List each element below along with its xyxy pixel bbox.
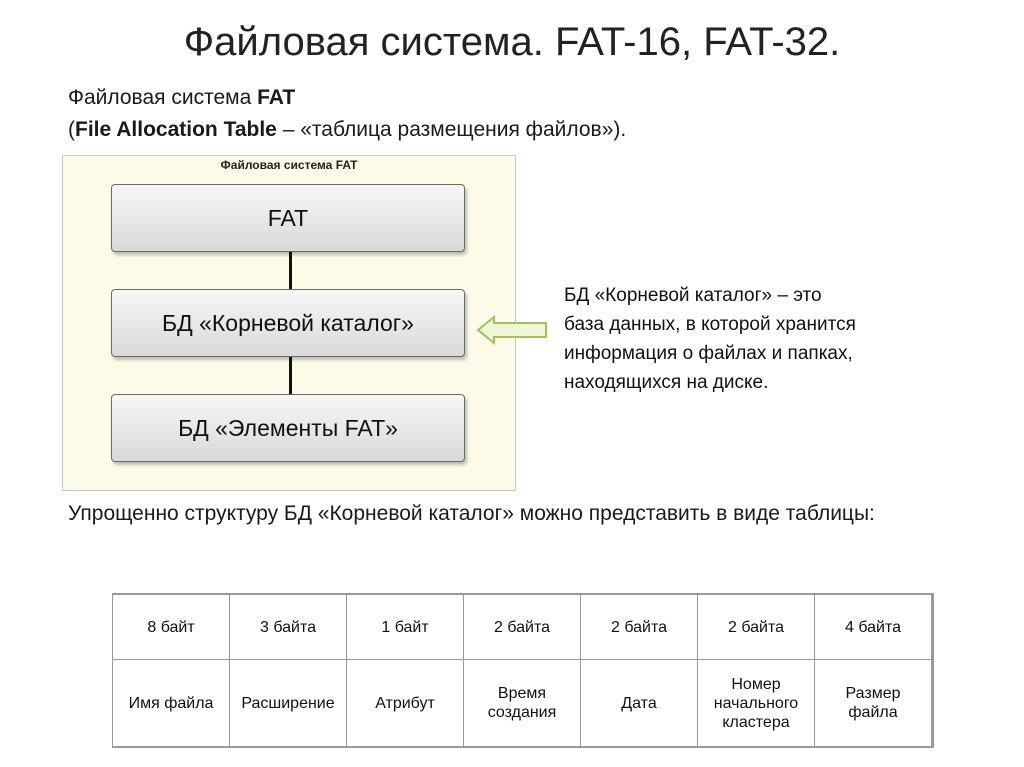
size-cell-text: 2 байта <box>493 618 551 636</box>
root-catalog-table <box>112 593 934 748</box>
table-row-fields <box>113 660 933 748</box>
size-cell-text: 4 байта <box>844 618 902 636</box>
field-cell <box>230 660 347 748</box>
field-cell-text: Время создания <box>487 685 557 721</box>
diagram-block-root-catalog: БД «Корневой каталог» <box>111 289 465 357</box>
size-cell <box>113 594 230 660</box>
size-cell <box>464 594 581 660</box>
root-catalog-note <box>564 281 856 397</box>
size-cell <box>698 594 815 660</box>
field-cell-text: Расширение <box>241 694 335 712</box>
field-cell <box>464 660 581 748</box>
left-arrow-icon <box>476 315 548 345</box>
field-cell <box>113 660 230 748</box>
field-cell-text: Размер файла <box>845 685 901 721</box>
note-line: БД «Корневой каталог» – это <box>564 285 822 306</box>
field-cell-text: Номер начального кластера <box>713 675 799 731</box>
fat-diagram <box>62 155 516 491</box>
size-cell <box>581 594 698 660</box>
diagram-title: Файловая система FAT <box>220 158 358 172</box>
diagram-connector-2 <box>289 357 292 394</box>
intro-line-1-prefix: Файловая система <box>68 86 258 109</box>
size-cell-text: 8 байт <box>147 618 195 636</box>
diagram-connector-1 <box>289 252 292 289</box>
note-line: база данных, в которой хранится <box>564 314 856 335</box>
intro-line-2-rest: – «таблица размещения файлов»). <box>276 118 627 141</box>
size-cell <box>347 594 464 660</box>
intro-line-1-bold: FAT <box>257 86 296 109</box>
field-cell-text: Дата <box>621 694 657 712</box>
size-cell-text: 2 байта <box>610 618 668 636</box>
size-cell-text: 2 байта <box>727 618 785 636</box>
slide-title: Файловая система. FAT-16, FAT-32. <box>183 20 841 64</box>
intro-line-2-open: ( <box>68 118 75 141</box>
field-cell <box>815 660 933 748</box>
table-lead-text: Упрощенно структуру БД «Корневой каталог» можно представить в виде таблицы: <box>68 502 875 525</box>
structure-table <box>112 593 934 748</box>
note-line: находящихся на диске. <box>564 372 769 393</box>
size-cell-text: 3 байта <box>259 618 317 636</box>
table-row-sizes <box>113 594 933 660</box>
intro-line-2 <box>68 114 626 146</box>
field-cell <box>347 660 464 748</box>
field-cell <box>581 660 698 748</box>
diagram-block-fat-elements: БД «Элементы FAT» <box>111 394 465 462</box>
size-cell-text: 1 байт <box>381 618 429 636</box>
intro-text <box>68 82 626 146</box>
field-cell-text: Имя файла <box>128 694 214 712</box>
intro-line-2-bold: File Allocation Table <box>75 118 277 141</box>
field-cell <box>698 660 815 748</box>
field-cell-text: Атрибут <box>375 694 435 712</box>
diagram-block-fat: FAT <box>111 184 465 252</box>
note-line: информация о файлах и папках, <box>564 343 853 364</box>
size-cell <box>230 594 347 660</box>
intro-line-1 <box>68 82 626 114</box>
size-cell <box>815 594 933 660</box>
